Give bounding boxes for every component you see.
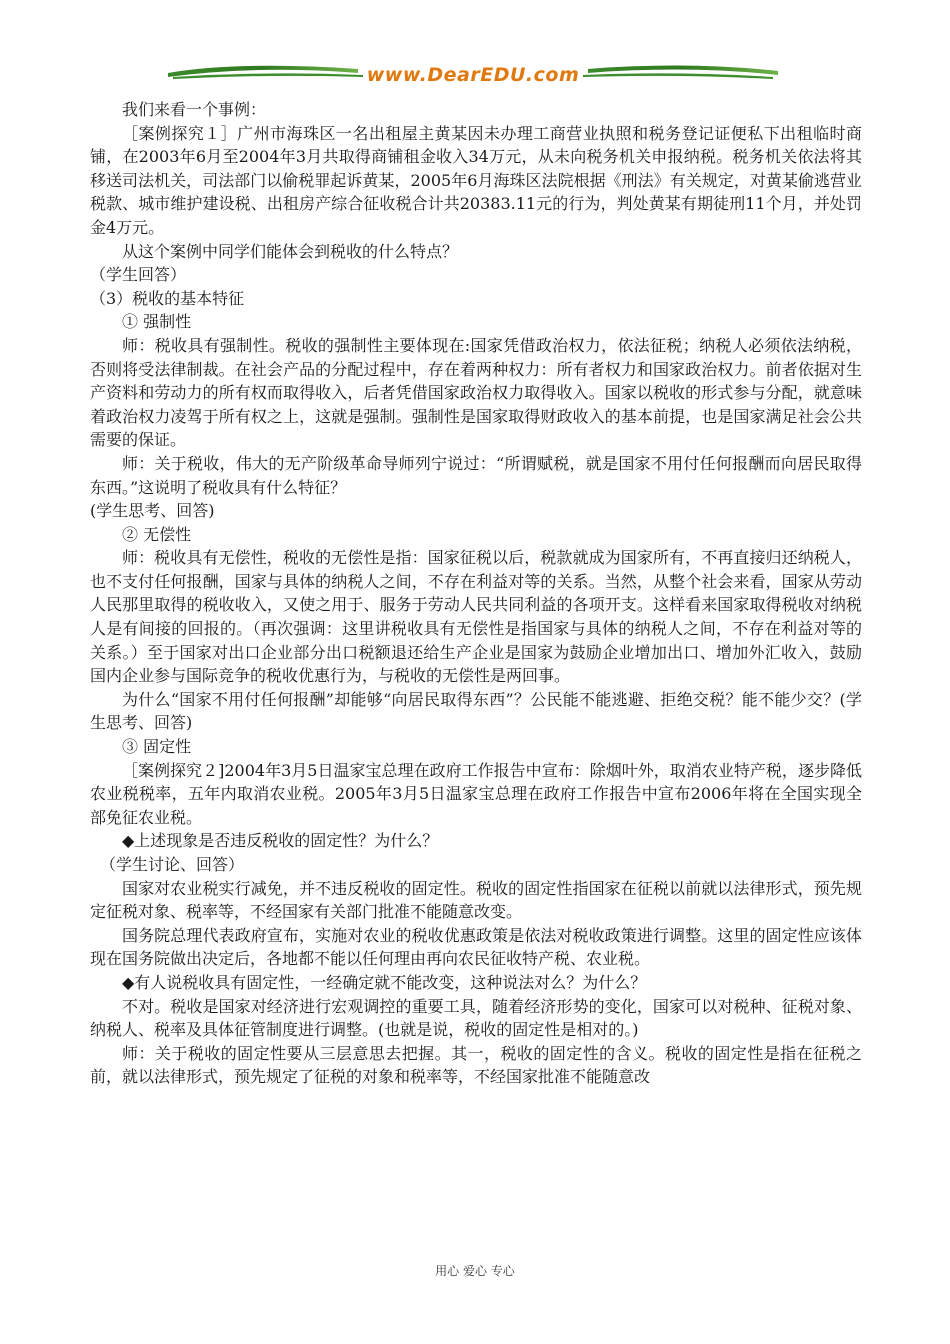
document-body	[90, 98, 862, 1089]
student-response-note: （学生回答）	[90, 265, 187, 285]
page-footer: 用心 爱心 专心	[435, 1264, 515, 1278]
case-study-1: ［案例探究１］广州市海珠区一名出租屋主黄某因未办理工商营业执照和税务登记证便私下出租临时商铺，在2003年6月至2004年3月共取得商铺租金收入34万元，从未向税务机关申报纳税。税务机关依法将其移送司法机关，司法部门以偷税罪起诉黄某，2005年6月海珠区法院根据《刑法》有关规定，对黄某偷逃营业税款、城市维护建设税、出租房产综合征收税合计共20383.11元的行为，判处黄某有期徒刑11个月，并处罚金4万元。	[90, 123, 862, 237]
paragraph: 我们来看一个事例：	[122, 100, 267, 119]
site-header	[168, 55, 778, 95]
paragraph: 国家对农业税实行减免，并不违反税收的固定性。税收的固定性指国家在征税以前就以法律形式，预先规定征税对象、税率等，不经国家有关部门批准不能随意改变。	[90, 878, 862, 922]
section-heading: （3）税收的基本特征	[90, 288, 245, 308]
student-response-note: (学生思考、回答)	[90, 501, 215, 521]
paragraph: 师：关于税收的固定性要从三层意思去把握。其一，税收的固定性的含义。税收的固定性是指在征税之前，就以法律形式，预先规定了征税的对象和税率等，不经国家批准不能随意改	[90, 1043, 862, 1087]
question: 从这个案例中同学们能体会到税收的什么特点？	[122, 241, 459, 261]
paragraph: 师：税收具有无偿性，税收的无偿性是指：国家征税以后，税款就成为国家所有，不再直接归还纳税人，也不支付任何报酬，国家与具体的纳税人之间，不存在利益对等的关系。当然，从整个社会来看，国家从劳动人民那里取得的税收收入，又使之用于、服务于劳动人民共同利益的各项开支。这样看来国家取得税收对纳税人是有间接的回报的。（再次强调：这里讲税收具有无偿性是指国家与具体的纳税人之间，不存在利益对等的关系。）至于国家对出口企业部分出口税额退还给生产企业是国家为鼓励企业增加出口、增加外汇收入，鼓励国内企业参与国际竞争的税收优惠行为，与税收的无偿性是两回事。	[90, 548, 862, 686]
subheading-fixed: ③ 固定性	[122, 737, 192, 757]
student-response-note: （学生讨论、回答）	[100, 855, 245, 874]
subheading-gratuitous: ② 无偿性	[122, 524, 192, 544]
question-bullet: ◆上述现象是否违反税收的固定性？为什么？	[122, 831, 439, 851]
question: 为什么“国家不用付任何报酬”却能够“向居民取得东西”？公民能不能逃避、拒绝交税？能不能少交？(学生思考、回答)	[90, 689, 862, 733]
question-bullet: ◆有人说税收具有固定性，一经确定就不能改变，这种说法对么？为什么？	[122, 972, 647, 992]
paragraph: 国务院总理代表政府宣布，实施对农业的税收优惠政策是依法对税收政策进行调整。这里的固定性应该体现在国务院做出决定后，各地都不能以任何理由再向农民征收特产税、农业税。	[90, 925, 862, 969]
paragraph: 不对。税收是国家对经济进行宏观调控的重要工具，随着经济形势的变化，国家可以对税种、征税对象、纳税人、税率及具体征管制度进行调整。(也就是说，税收的固定性是相对的。)	[90, 996, 862, 1040]
paragraph: 师：关于税收，伟大的无产阶级革命导师列宁说过：“所谓赋税，就是国家不用付任何报酬而向居民取得东西。”这说明了税收具有什么特征？	[90, 453, 862, 497]
subheading-compulsory: ① 强制性	[122, 312, 192, 332]
site-logo-text: www.DearEDU.com	[366, 64, 580, 86]
paragraph: 师：税收具有强制性。税收的强制性主要体现在:国家凭借政治权力，依法征税；纳税人必须依法纳税，否则将受法律制裁。在社会产品的分配过程中，存在着两种权力：所有者权力和国家政治权力。前者依据对生产资料和劳动力的所有权而取得收入，后者凭借国家政治权力取得收入。国家以税收的形式参与分配，就意味着政治权力凌驾于所有权之上，这就是强制。强制性是国家取得财政收入的基本前提，也是国家满足社会公共需要的保证。	[90, 335, 862, 450]
case-study-2: ［案例探究２]2004年3月5日温家宝总理在政府工作报告中宣布：除烟叶外，取消农业特产税，逐步降低农业税税率，五年内取消农业税。2005年3月5日温家宝总理在政府工作报告中宣布2006年将在全国实现全部免征农业税。	[90, 760, 862, 827]
